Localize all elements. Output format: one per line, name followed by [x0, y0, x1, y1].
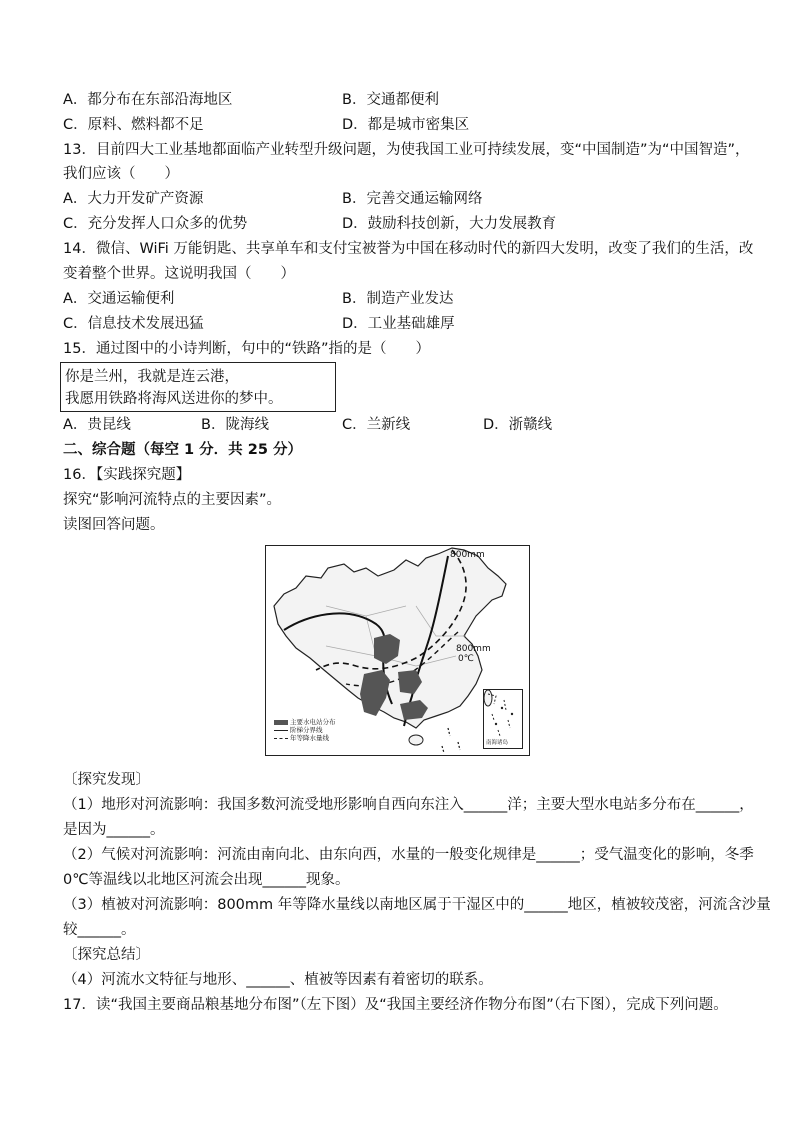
q16-p2-line1: （2）气候对河流影响：河流由南向北、由东向西，水量的一般变化规律是______；受气温变化的影响，冬季 — [63, 847, 754, 863]
q17-stem: 17．读“我国主要商品粮基地分布图”（左下图）及“我国主要经济作物分布图”（右下图），完成下列问题。 — [63, 997, 728, 1013]
legend-step — [274, 726, 336, 734]
q16-discover-heading: 〔探究发现〕 — [63, 772, 150, 788]
q16-tag: 16．【实践探究题】 — [63, 467, 191, 483]
q15-poem-line2: 我愿用铁路将海风送进你的梦中。 — [65, 391, 283, 407]
legend-hydro-label: 主要水电站分布 — [290, 718, 336, 726]
legend-rain — [274, 734, 336, 742]
legend-step-line — [274, 730, 288, 731]
q16-p4: （4）河流水文特征与地形、______、植被等因素有着密切的联系。 — [63, 972, 493, 988]
label-800mm-mid: 800mm — [456, 644, 491, 654]
q16-p2-line2: 0℃等温线以北地区河流会出现______现象。 — [63, 872, 350, 888]
q13-stem-line1: 13．目前四大工业基地都面临产业转型升级问题，为使我国工业可持续发展，变“中国制造”为“中国智造”， — [63, 142, 750, 158]
label-800mm-top: 800mm — [450, 550, 485, 560]
hainan-island — [409, 735, 423, 745]
q14-option-c: C．信息技术发展迅猛 — [63, 316, 204, 332]
q15-stem: 15．通过图中的小诗判断，句中的“铁路”指的是（ ） — [63, 341, 430, 357]
q12-option-d: D．都是城市密集区 — [342, 117, 470, 133]
q16-topic: 探究“影响河流特点的主要因素”。 — [63, 492, 282, 508]
q16-instruction: 读图回答问题。 — [63, 517, 165, 533]
legend-hydro-swatch — [274, 720, 288, 725]
q14-option-b: B．制造产业发达 — [342, 291, 454, 307]
south-china-sea-inset — [483, 689, 523, 749]
q13-option-d: D．鼓励科技创新，大力发展教育 — [342, 216, 557, 232]
sea-boundary-marks — [442, 728, 460, 753]
legend-rain-line — [274, 738, 288, 739]
q16-summary-heading: 〔探究总结〕 — [63, 947, 150, 963]
q16-p1-line1: （1）地形对河流影响：我国多数河流受地形影响自西向东注入______洋；主要大型水电站多分布在______， — [63, 797, 754, 813]
section-title: 二、综合题（每空 1 分．共 25 分） — [63, 442, 302, 458]
q13-option-b: B．完善交通运输网络 — [342, 191, 483, 207]
label-0c: 0℃ — [458, 654, 474, 664]
q12-option-a: A．都分布在东部沿海地区 — [63, 92, 233, 108]
q16-p1-line2: 是因为______。 — [63, 822, 165, 838]
q14-stem-line2: 变着整个世界。这说明我国（ ） — [63, 266, 295, 282]
q15-option-d: D．浙赣线 — [483, 417, 553, 433]
q13-option-a: A．大力开发矿产资源 — [63, 191, 204, 207]
q12-option-b: B．交通都便利 — [342, 92, 439, 108]
q15-option-a: A．贵昆线 — [63, 417, 131, 433]
legend-hydro — [274, 718, 336, 726]
q16-p3-line2: 较______。 — [63, 922, 136, 938]
q14-option-a: A．交通运输便利 — [63, 291, 175, 307]
legend-rain-label: 年等降水量线 — [290, 734, 329, 742]
inset-label: 南海诸岛 — [486, 740, 509, 746]
q13-stem-line2: 我们应该（ ） — [63, 166, 179, 182]
q15-poem-box — [60, 362, 336, 412]
q14-option-d: D．工业基础雄厚 — [342, 316, 455, 332]
q15-option-c: C．兰新线 — [342, 417, 411, 433]
china-river-map — [265, 545, 530, 756]
q16-p3-line1: （3）植被对河流影响：800mm 年等降水量线以南地区属于干湿区中的______地区，植被较茂密，河流含沙量 — [63, 897, 771, 913]
q12-option-c: C．原料、燃料都不足 — [63, 117, 204, 133]
map-legend — [274, 718, 336, 742]
legend-step-label: 阶梯分界线 — [290, 726, 323, 734]
q13-option-c: C．充分发挥人口众多的优势 — [63, 216, 248, 232]
q15-option-b: B．陇海线 — [201, 417, 269, 433]
q14-stem-line1: 14．微信、WiFi 万能钥匙、共享单车和支付宝被誉为中国在移动时代的新四大发明，改变了我们的生活，改 — [63, 241, 754, 257]
q15-poem-line1: 你是兰州，我就是连云港， — [65, 369, 239, 385]
